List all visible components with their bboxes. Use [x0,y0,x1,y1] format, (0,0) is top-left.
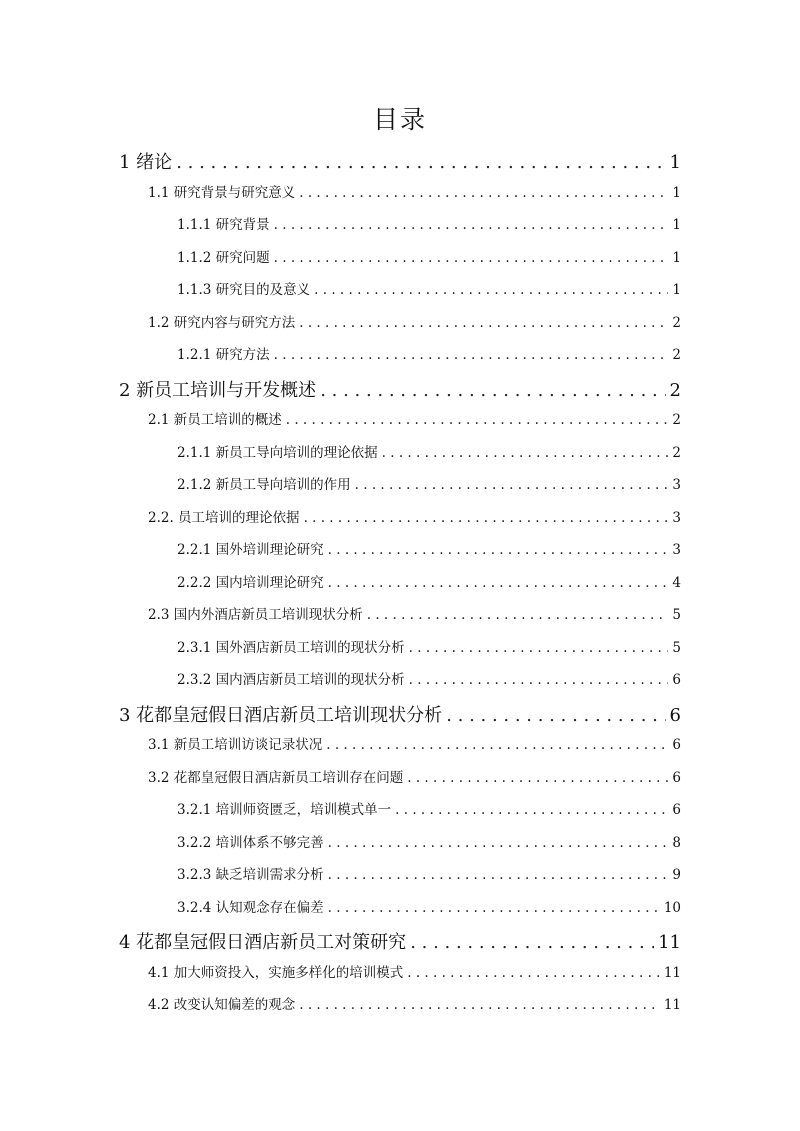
toc-entry-page-number: 11 [658,932,681,953]
toc-entry-label: 3.2.1 培训师资匮乏，培训模式单一 [177,802,392,818]
toc-entry[interactable] [177,831,681,851]
toc-entry-page-number: 1 [672,249,681,266]
toc-entry-page-number: 2 [672,412,681,428]
toc-leader-dots [355,477,669,493]
toc-entry-page-number: 6 [672,737,681,753]
toc-entry-label: 3.2.4 认知观念存在偏差 [177,899,324,916]
toc-entry-page-number: 11 [663,964,681,981]
toc-entry-label: 3.2.3 缺乏培训需求分析 [177,867,324,883]
toc-entry-page-number: 5 [672,639,681,656]
toc-entry-page-number: 2 [672,347,681,363]
toc-leader-dots [328,835,669,851]
toc-entry[interactable] [177,213,681,233]
toc-entry-label: 3.2.2 培训体系不够完善 [177,834,324,851]
toc-leader-dots [407,965,660,981]
toc-entry-label: 2.3.1 国外酒店新员工培训的现状分析 [177,639,405,656]
toc-leader-dots [286,412,669,428]
toc-entry-label: 1.1.2 研究问题 [177,249,270,266]
toc-entry[interactable] [148,993,681,1013]
toc-entry-page-number: 6 [669,704,681,726]
toc-entry-page-number: 10 [663,899,681,916]
toc-entry-label: 2.2.2 国内培训理论研究 [177,574,324,591]
toc-entry-label: 2.2.1 国外培训理论研究 [177,542,324,558]
toc-entry-page-number: 1 [669,152,681,173]
toc-entry[interactable] [177,441,681,461]
toc-title: 目录 [372,105,427,134]
toc-entry-label: 1.1.1 研究背景 [177,217,270,233]
toc-leader-dots [328,575,669,591]
toc-entry-page-number: 2 [669,379,681,401]
toc-entry[interactable] [177,343,681,363]
toc-entry[interactable] [148,766,681,786]
toc-entry[interactable] [148,506,681,526]
toc-entry-page-number: 1 [672,282,681,298]
toc-entry-label: 2.1.2 新员工导向培训的作用 [177,477,351,493]
toc-entry-label: 1.1.3 研究目的及意义 [177,282,311,298]
toc-entry[interactable] [177,538,681,558]
toc-entry[interactable] [177,246,681,266]
toc-entry[interactable] [177,896,681,916]
toc-entry-label: 1.2 研究内容与研究方法 [148,314,296,331]
toc-entry-label: 1.1 研究背景与研究意义 [148,184,296,201]
toc-entry-label: 3.1 新员工培训访谈记录状况 [148,737,323,753]
toc-leader-dots [320,380,665,401]
toc-leader-dots [328,542,669,558]
toc-entry-page-number: 5 [672,607,681,623]
toc-entry-label: 2 新员工培训与开发概述 [119,379,317,401]
toc-entry[interactable] [119,928,681,954]
toc-entry[interactable] [177,636,681,656]
toc-entry-page-number: 4 [672,574,681,591]
toc-entry-label: 4.1 加大师资投入，实施多样化的培训模式 [148,964,404,981]
toc-leader-dots [299,185,668,201]
toc-entry[interactable] [148,733,681,753]
toc-entry[interactable] [148,181,681,201]
toc-leader-dots [326,737,668,753]
toc-leader-dots [395,802,668,818]
toc-entry[interactable] [177,798,681,818]
toc-leader-dots [299,997,660,1013]
toc-entry-label: 4 花都皇冠假日酒店新员工对策研究 [119,932,407,953]
toc-leader-dots [409,672,669,688]
toc-entry-page-number: 6 [672,802,681,818]
toc-entry-label: 3.2 花都皇冠假日酒店新员工培训存在问题 [148,769,404,786]
toc-leader-dots [314,282,668,298]
toc-entry-page-number: 1 [672,217,681,233]
toc-entry[interactable] [177,668,681,688]
toc-leader-dots [299,315,668,331]
toc-entry[interactable] [148,311,681,331]
toc-entry-page-number: 6 [672,769,681,786]
toc-entry[interactable] [148,408,681,428]
toc-entry-page-number: 6 [672,672,681,688]
toc-entry-page-number: 9 [672,867,681,883]
toc-leader-dots [407,770,668,786]
toc-entry-page-number: 11 [663,997,681,1013]
toc-entry[interactable] [119,148,681,174]
toc-entry-label: 2.3.2 国内酒店新员工培训的现状分析 [177,672,405,688]
toc-entry-page-number: 3 [672,542,681,558]
toc-entry-label: 3 花都皇冠假日酒店新员工培训现状分析 [119,704,443,726]
toc-entry[interactable] [148,603,681,623]
toc-entry-page-number: 2 [672,314,681,331]
toc-leader-dots [274,217,669,233]
toc-leader-dots [382,445,669,461]
toc-entry-label: 2.1.1 新员工导向培训的理论依据 [177,444,378,461]
toc-entry[interactable] [177,863,681,883]
toc-entry-label: 2.2. 员工培训的理论依据 [148,509,300,526]
toc-entry[interactable] [148,961,681,981]
toc-entry-page-number: 8 [672,834,681,851]
toc-entry-page-number: 3 [672,509,681,526]
toc-entry-page-number: 2 [672,444,681,461]
toc-leader-dots [367,607,669,623]
toc-leader-dots [446,705,665,726]
toc-entry[interactable] [119,376,681,402]
toc-entry-label: 1 绪论 [119,152,173,173]
toc-entry[interactable] [177,473,681,493]
toc-entry-label: 4.2 改变认知偏差的观念 [148,997,296,1013]
toc-leader-dots [328,900,660,916]
toc-entry-label: 2.1 新员工培训的概述 [148,412,282,428]
toc-entry-label: 1.2.1 研究方法 [177,347,270,363]
toc-entry-label: 2.3 国内外酒店新员工培训现状分析 [148,607,363,623]
toc-entry-page-number: 3 [672,477,681,493]
toc-leader-dots [274,347,669,363]
toc-entry-page-number: 1 [672,184,681,201]
toc-entry[interactable] [177,278,681,298]
toc-leader-dots [409,640,669,656]
toc-leader-dots [328,867,669,883]
toc-leader-dots [176,152,665,173]
toc-leader-dots [274,250,669,266]
toc-leader-dots [410,932,654,953]
toc-entry[interactable] [119,701,681,727]
toc-entry[interactable] [177,571,681,591]
toc-leader-dots [304,510,669,526]
